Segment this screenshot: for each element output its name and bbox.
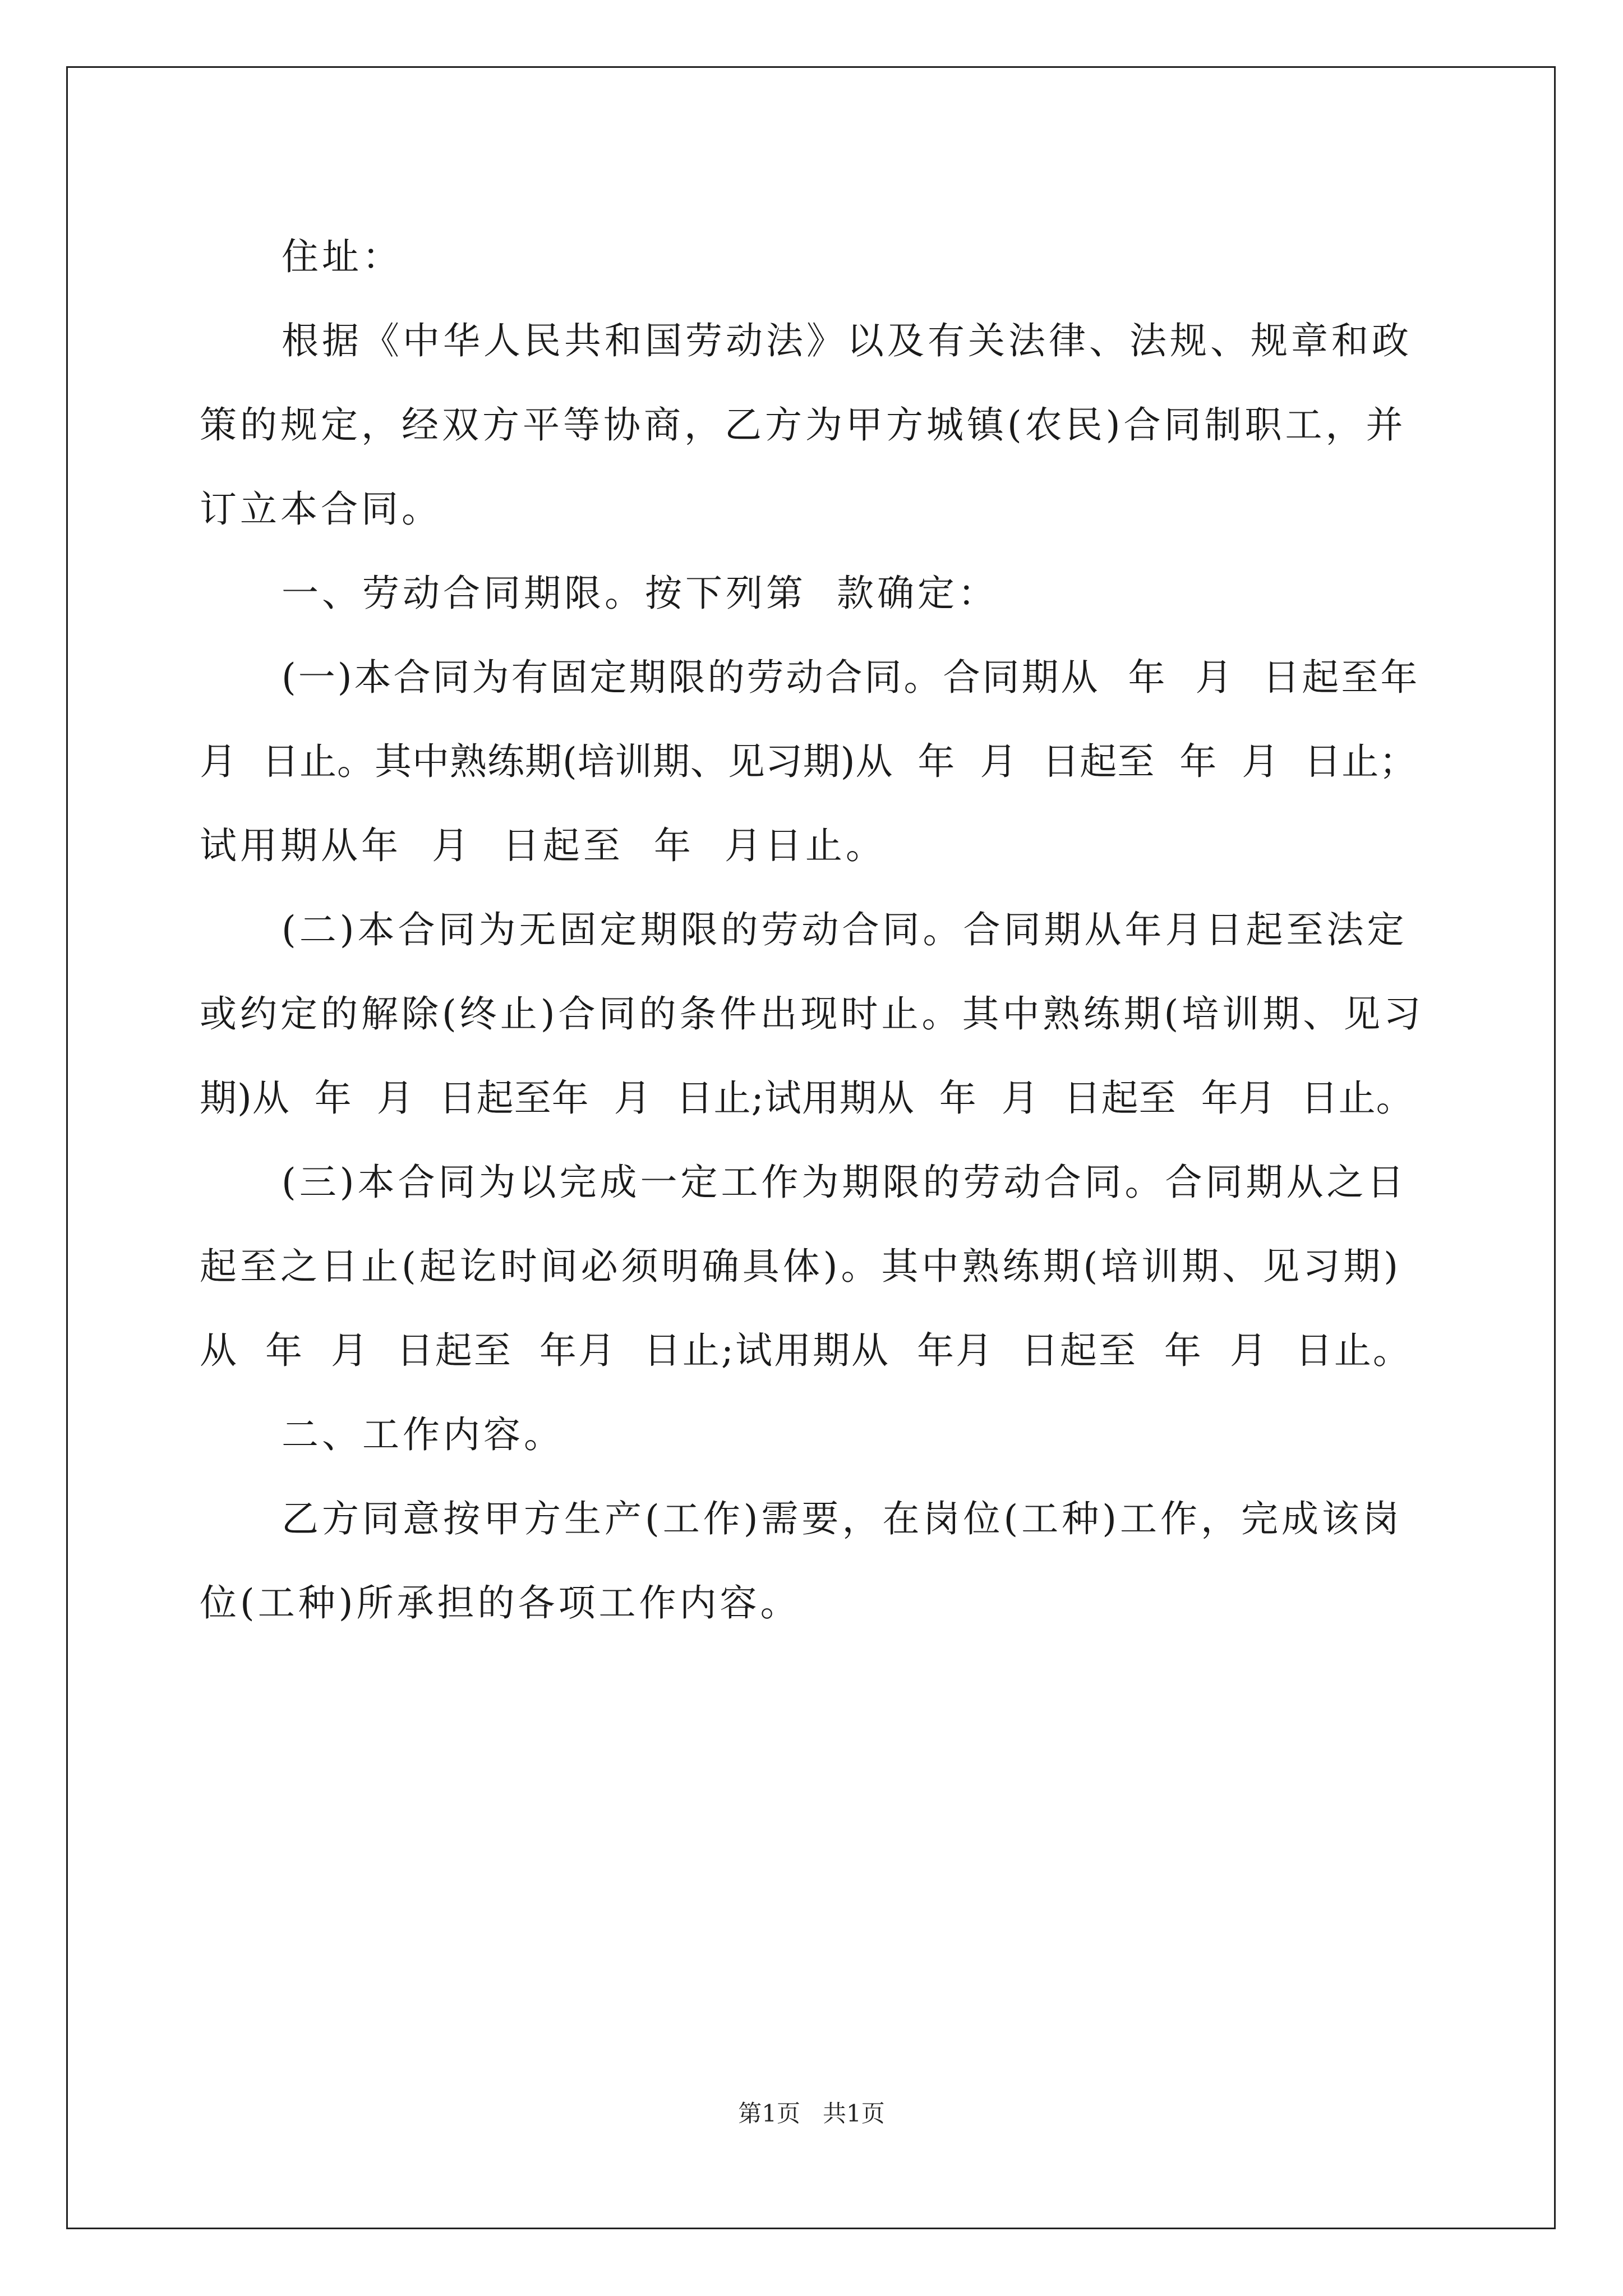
clause-1-1-line-3: 试用期从年 月 日起至 年 月日止。 xyxy=(200,824,886,867)
clause-1-1-line-1: (一)本合同为有固定期限的劳动合同。合同期从 年 月 日起至年 xyxy=(282,656,1420,699)
document-body xyxy=(200,215,1433,1645)
clause-1-1-line-2: 月 日止。其中熟练期(培训期、见习期)从 年 月 日起至 年 月 日止； xyxy=(200,740,1417,783)
preamble-line-2: 策的规定，经双方平等协商，乙方为甲方城镇(农民)合同制职工，并 xyxy=(200,403,1407,447)
clause-1-2-line-2: 或约定的解除(终止)合同的条件出现时止。其中熟练期(培训期、见习 xyxy=(200,992,1424,1036)
page-footer: 第1页 共1页 xyxy=(738,2100,885,2127)
address-line: 住址： xyxy=(282,235,403,278)
clause-1-2-line-3: 期)从 年 月 日起至年 月 日止;试用期从 年 月 日起至 年月 日止。 xyxy=(200,1076,1414,1120)
section-2-heading: 二、工作内容。 xyxy=(282,1413,564,1456)
section-2-line-1: 乙方同意按甲方生产(工作)需要，在岗位(工种)工作，完成该岗 xyxy=(282,1497,1403,1540)
preamble-line-1: 根据《中华人民共和国劳动法》以及有关法律、法规、规章和政 xyxy=(282,319,1412,362)
preamble-line-3: 订立本合同。 xyxy=(200,487,442,531)
clause-1-3-line-2: 起至之日止(起讫时间必须明确具体)。其中熟练期(培训期、见习期) xyxy=(200,1245,1401,1288)
clause-1-2-line-1: (二)本合同为无固定期限的劳动合同。合同期从年月日起至法定 xyxy=(282,908,1408,951)
section-1-heading: 一、劳动合同期限。按下列第 款确定： xyxy=(282,572,998,615)
clause-1-3-line-1: (三)本合同为以完成一定工作为期限的劳动合同。合同期从之日 xyxy=(282,1161,1408,1204)
clause-1-3-line-3: 从 年 月 日起至 年月 日止;试用期从 年月 日起至 年 月 日止。 xyxy=(200,1329,1412,1372)
section-2-line-2: 位(工种)所承担的各项工作内容。 xyxy=(200,1581,801,1625)
